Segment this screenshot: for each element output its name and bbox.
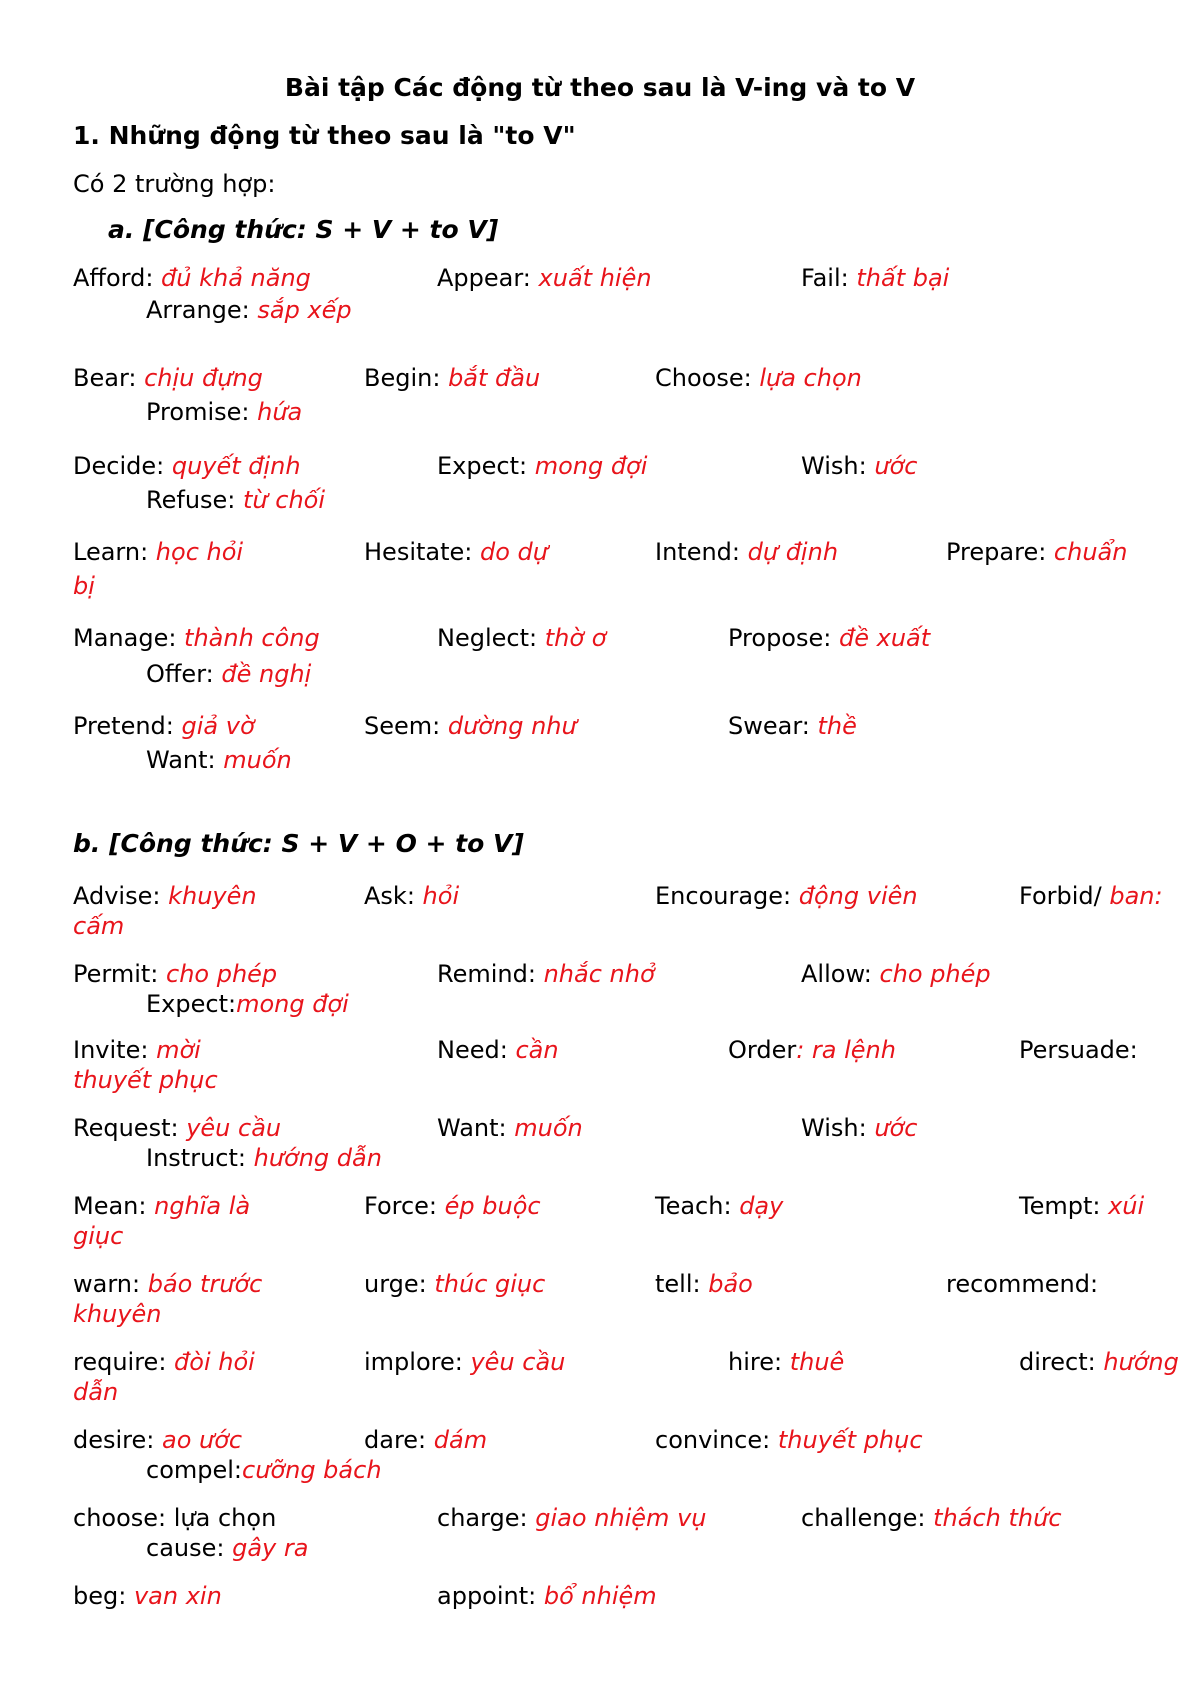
verb-entry: Bear: chịu đựng [73,364,263,392]
verb-entry: tell: bảo [655,1270,753,1298]
verb-entry: Refuse: từ chối [146,486,326,514]
verb-entry: warn: báo trước [73,1270,263,1298]
verb-entry: Order: ra lệnh [728,1036,896,1064]
verb-entry: Permit: cho phép [73,960,278,988]
verb-entry: convince: thuyết phục [655,1426,923,1454]
verb-entry: Manage: thành công [73,624,320,652]
verb-entry: Tempt: xúi [1019,1192,1145,1220]
verb-entry: challenge: thách thức [801,1504,1062,1532]
verb-entry: cấm [73,912,125,940]
verb-entry: Learn: học hỏi [73,538,244,566]
verb-entry: Intend: dự định [655,538,839,566]
verb-entry: dẫn [73,1378,119,1406]
verb-entry: Want: muốn [437,1114,583,1142]
verb-entry: Forbid/ ban: [1019,882,1163,910]
verb-entry: Need: cần [437,1036,559,1064]
verb-entry: Wish: ước [801,1114,918,1142]
verb-entry: bị [73,572,95,600]
verb-entry: Instruct: hướng dẫn [146,1144,382,1172]
verb-entry: Allow: cho phép [801,960,991,988]
verb-entry: choose: lựa chọn [73,1504,277,1532]
verb-entry: Afford: đủ khả năng [73,264,311,292]
verb-entry: Expect:mong đợi [146,990,349,1018]
verb-entry: appoint: bổ nhiệm [437,1582,657,1610]
verb-entry: charge: giao nhiệm vụ [437,1504,707,1532]
verb-entry: Hesitate: do dự [364,538,548,566]
verb-entry: Request: yêu cầu [73,1114,282,1142]
verb-entry: direct: hướng [1019,1348,1179,1376]
verb-entry: Mean: nghĩa là [73,1192,251,1220]
verb-entry: Invite: mời [73,1036,201,1064]
verb-entry: Promise: hứa [146,398,303,426]
verb-entry: Swear: thề [728,712,857,740]
verb-entry: Remind: nhắc nhở [437,960,655,988]
section-b-heading: b. [Công thức: S + V + O + to V] [73,829,524,858]
verb-entry: hire: thuê [728,1348,845,1376]
verb-entry: thuyết phục [73,1066,218,1094]
verb-entry: compel:cưỡng bách [146,1456,382,1484]
verb-entry: Choose: lựa chọn [655,364,862,392]
verb-entry: cause: gây ra [146,1534,309,1562]
verb-entry: beg: van xin [73,1582,222,1610]
verb-entry: khuyên [73,1300,162,1328]
verb-entry: Seem: dường như [364,712,577,740]
document-title: Bài tập Các động từ theo sau là V-ing và to V [284,73,916,102]
verb-entry: Pretend: giả vờ [73,712,255,740]
verb-entry: Persuade: [1019,1036,1138,1064]
verb-entry: Force: ép buộc [364,1192,541,1220]
section-heading: 1. Những động từ theo sau là "to V" [73,121,576,150]
verb-entry: Begin: bắt đầu [364,364,541,392]
verb-entry: Advise: khuyên [73,882,257,910]
verb-entry: Wish: ước [801,452,918,480]
verb-entry: Prepare: chuẩn [946,538,1128,566]
verb-entry: Teach: dạy [655,1192,784,1220]
verb-entry: implore: yêu cầu [364,1348,566,1376]
verb-entry: Appear: xuất hiện [437,264,652,292]
verb-entry: Expect: mong đợi [437,452,648,480]
verb-entry: Want: muốn [146,746,292,774]
verb-entry: Decide: quyết định [73,452,301,480]
verb-entry: Encourage: động viên [655,882,918,910]
section-a-heading: a. [Công thức: S + V + to V] [108,215,499,244]
verb-entry: desire: ao ước [73,1426,243,1454]
verb-entry: Neglect: thờ ơ [437,624,607,652]
verb-entry: dare: dám [364,1426,488,1454]
intro-text: Có 2 trường hợp: [73,170,276,198]
verb-entry: Offer: đề nghị [146,660,312,688]
verb-entry: Arrange: sắp xếp [146,296,352,324]
verb-entry: recommend: [946,1270,1099,1298]
verb-entry: Ask: hỏi [364,882,460,910]
verb-entry: giục [73,1222,124,1250]
verb-entry: Fail: thất bại [801,264,950,292]
verb-entry: urge: thúc giục [364,1270,546,1298]
verb-entry: Propose: đề xuất [728,624,931,652]
verb-entry: require: đòi hỏi [73,1348,255,1376]
